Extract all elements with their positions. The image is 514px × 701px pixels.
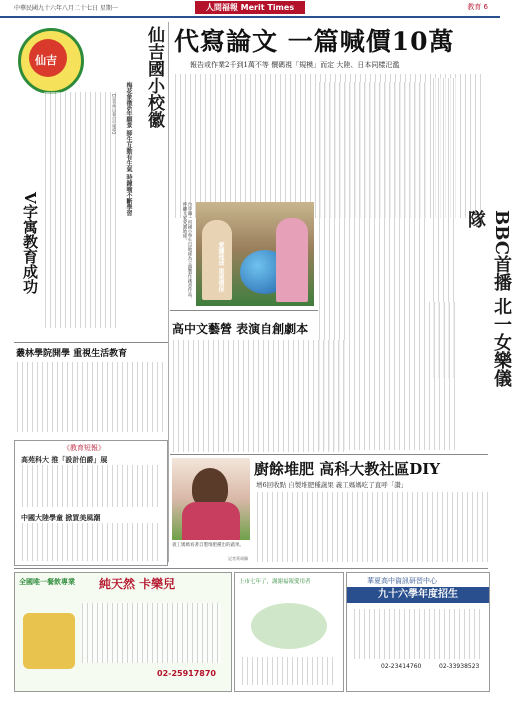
briefs-label: 《教育短報》 — [63, 444, 105, 452]
masthead: 人間福報 Merit Times — [195, 1, 305, 14]
arts-body — [172, 340, 348, 452]
ad-product[interactable] — [234, 572, 344, 692]
forestry-headline: 叢林學院開學 重視生活教育 — [16, 349, 128, 359]
ad1-title: 全國唯一餐飲專業 — [19, 578, 75, 586]
badge-deck: 梅花象徵6年願景 師生互動有生氣 時鐘喻不斷學習 — [125, 82, 132, 217]
brief1-body — [21, 465, 161, 507]
school-badge-icon — [18, 28, 84, 94]
issue-date: 中華民國九十六年八月二十七日 星期一 — [14, 5, 118, 12]
ad1-brand: 純天然 卡樂兒 — [99, 577, 176, 591]
badge-headline-main: 仙吉國小校徽 — [144, 26, 164, 128]
badge-reporter: 【記者林以蓁台中報導】 — [112, 92, 117, 136]
photo-overlay-caption: 愛護地球 重視環保 — [217, 242, 224, 293]
badge-body-text — [44, 92, 120, 328]
top-story-headline: 代寫論文 一篇喊價10萬 — [174, 27, 455, 56]
diy-photo — [172, 458, 250, 540]
kids-photo — [196, 202, 314, 306]
brief1-title: 高苑科大 推「設計伯爵」展 — [21, 455, 108, 464]
bbc-headline: BBC首播 北一女樂儀隊 — [465, 210, 512, 388]
child-right — [276, 218, 308, 302]
diy-subhead: 增6回收點 自製堆肥種蔬果 義工媽媽吃了直呼「讚」 — [256, 481, 408, 489]
ad3-school: 華夏高中資訊研習中心 — [367, 577, 437, 585]
page-header — [0, 0, 500, 18]
ad-kaleier[interactable] — [14, 572, 232, 692]
diy-body — [256, 492, 488, 562]
diy-credit: 記者黃靖攝 — [228, 556, 248, 561]
photo-side-caption: 台中縣一所國小學生以地球為主題製作創意作品，呼籲大家愛護地球。 — [182, 202, 192, 301]
brief2-title: 中國大陸學童 掀買美風潮 — [21, 513, 101, 522]
ad3-phone: 02-23414760 — [381, 663, 422, 670]
badge-label: 仙吉 — [35, 54, 57, 67]
diy-photo-caption: 義工媽媽看著自製堆肥種出的蔬果。 — [172, 543, 244, 548]
ad3-title: 九十六學年度招生 — [347, 587, 489, 603]
briefs-box — [14, 440, 168, 566]
ad1-phone: 02-25917870 — [157, 669, 216, 678]
forestry-body — [16, 362, 166, 432]
ad2-title: 上市七年了，謝謝福報愛用者 — [239, 579, 311, 585]
section-label: 教育 6 — [467, 3, 488, 11]
ad3-fax: 02-33938523 — [439, 663, 480, 670]
arts-headline: 高中文藝營 表演自創劇本 — [172, 322, 309, 336]
right-column-body — [318, 82, 428, 302]
top-story-subhead: 報告或作業2千到1萬不等 價碼視「規模」而定 大陸、日本同樣氾濫 — [190, 61, 400, 69]
badge-story — [14, 22, 166, 337]
diy-headline: 廚餘堆肥 高科大教社區DIY — [254, 460, 440, 478]
ad1-product-icon — [23, 613, 75, 669]
brief2-body — [21, 523, 161, 561]
badge-headline-sub: V字寓教育成功 — [21, 192, 39, 294]
ad2-bowl-icon — [251, 603, 327, 649]
ad-school[interactable] — [346, 572, 490, 692]
